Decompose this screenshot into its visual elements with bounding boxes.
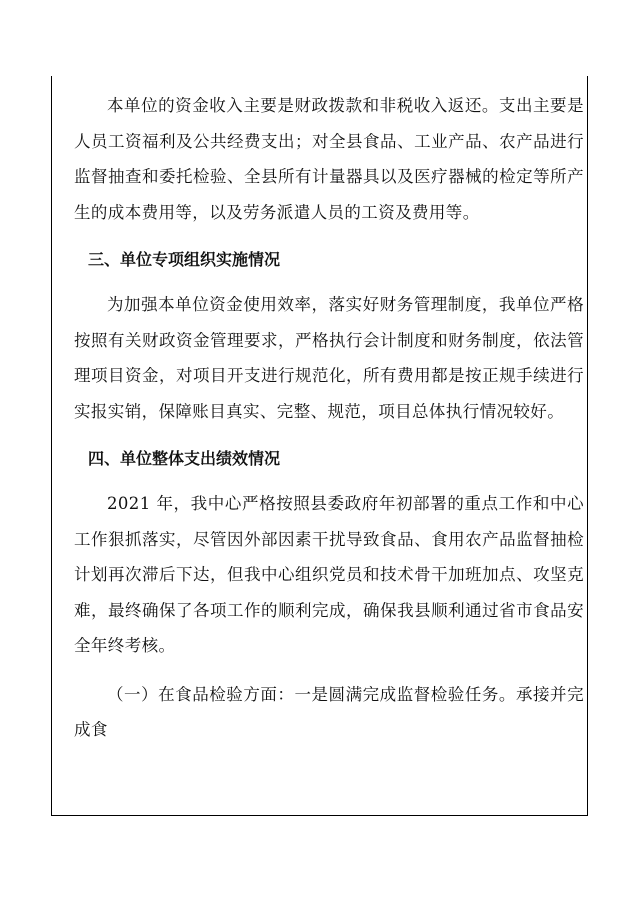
section-heading-4: 四、单位整体支出绩效情况 — [88, 449, 281, 468]
paragraph-special-implementation: 为加强本单位资金使用效率，落实好财务管理制度，我单位严格按照有关财政资金管理要求，严格执行会计制度和财务制度，依法管理项目资金，对项目开支进行规范化，所有费用都是按正规手续进行实报实销，保障账目真实、完整、规范，项目总体执行情况较好。 — [74, 295, 584, 421]
paragraph-food-inspection: （一）在食品检验方面：一是圆满完成监督检验任务。承接并完成食 — [74, 684, 584, 739]
document-body — [74, 88, 584, 748]
section-heading-3: 三、单位专项组织实施情况 — [88, 250, 281, 269]
paragraph-2021-performance: 2021 年，我中心严格按照县委政府年初部署的重点工作和中心工作狠抓落实，尽管因外部因素干扰导致食品、食用农产品监督抽检计划再次滞后下达，但我中心组织党员和技术骨干加班加点、攻坚克难，最终确保了各项工作的顺利完成，确保我县顺利通过省市食品安全年终考核。 — [74, 494, 584, 655]
paragraph-funding-overview: 本单位的资金收入主要是财政拨款和非税收入返还。支出主要是人员工资福利及公共经费支出；对全县食品、工业产品、农产品进行监督抽查和委托检验、全县所有计量器具以及医疗器械的检定等所产生的成本费用等，以及劳务派遣人员的工资及费用等。 — [74, 96, 584, 222]
